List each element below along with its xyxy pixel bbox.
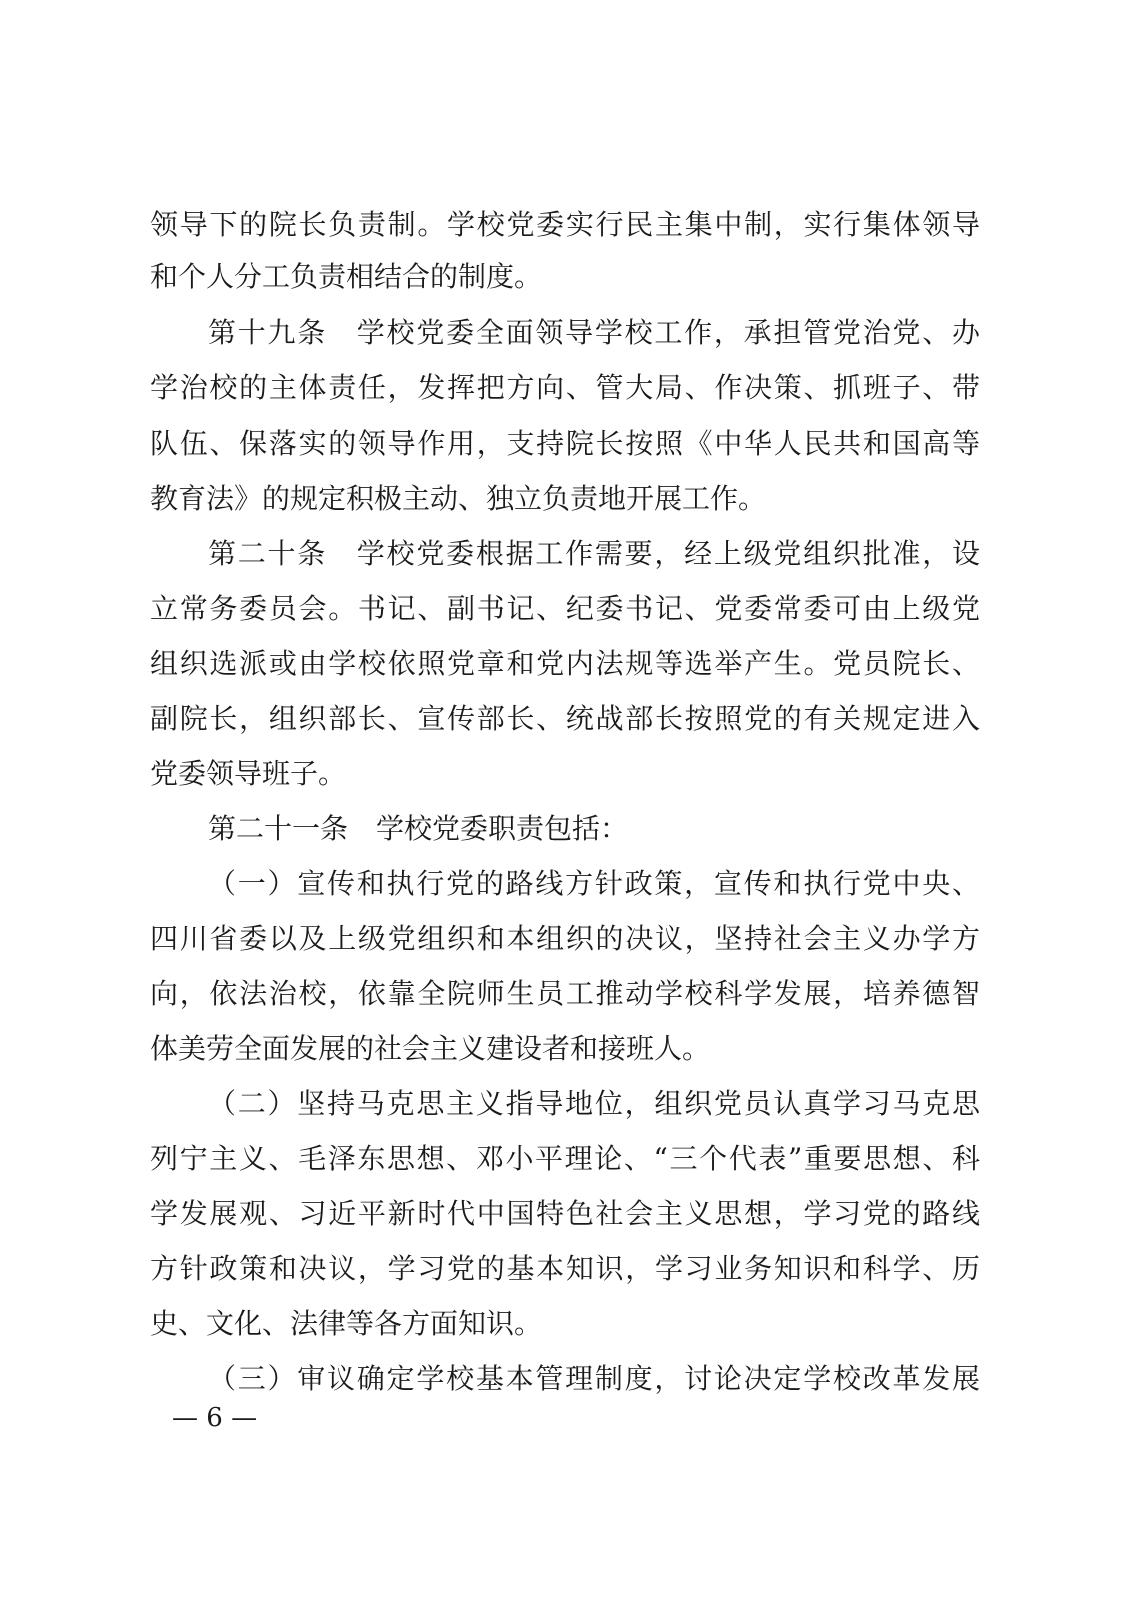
- text-line-20: 方针政策和决议，学习党的基本知识，学习业务知识和科学、历: [150, 1252, 980, 1285]
- text-line-5: 队伍、保落实的领导作用，支持院长按照《中华人民共和国高等: [150, 427, 980, 460]
- text-line-15: 向，依法治校，依靠全院师生员工推动学校科学发展，培养德智: [150, 977, 980, 1010]
- text-line-14: 四川省委以及上级党组织和本组织的决议，坚持社会主义办学方: [150, 922, 980, 955]
- text-line-16: 体美劳全面发展的社会主义建设者和接班人。: [150, 1032, 711, 1065]
- item-2-line: （二）坚持马克思主义指导地位，组织党员认真学习马克思: [208, 1087, 980, 1120]
- text-line-6: 教育法》的规定积极主动、独立负责地开展工作。: [150, 482, 767, 515]
- article-19-heading-line: 第十九条 学校党委全面领导学校工作，承担管党治党、办: [208, 316, 980, 349]
- text-line-1: 领导下的院长负责制。学校党委实行民主集中制，实行集体领导: [150, 208, 980, 241]
- article-21-heading-line: 第二十一条 学校党委职责包括：: [208, 812, 629, 845]
- item-3-line: （三）审议确定学校基本管理制度，讨论决定学校改革发展: [208, 1362, 980, 1395]
- article-20-heading-line: 第二十条 学校党委根据工作需要，经上级党组织批准，设: [208, 537, 980, 570]
- text-line-11: 党委领导班子。: [150, 757, 347, 790]
- text-line-9: 组织选派或由学校依照党章和党内法规等选举产生。党员院长、: [150, 647, 980, 680]
- text-line-19: 学发展观、习近平新时代中国特色社会主义思想，学习党的路线: [150, 1197, 980, 1230]
- page-number: — 6 —: [172, 1403, 258, 1433]
- item-1-line: （一）宣传和执行党的路线方针政策，宣传和执行党中央、: [208, 867, 980, 900]
- text-line-4: 学治校的主体责任，发挥把方向、管大局、作决策、抓班子、带: [150, 371, 980, 404]
- text-line-10: 副院长，组织部长、宣传部长、统战部长按照党的有关规定进入: [150, 702, 980, 735]
- text-line-21: 史、文化、法律等各方面知识。: [150, 1307, 543, 1340]
- text-line-8: 立常务委员会。书记、副书记、纪委书记、党委常委可由上级党: [150, 592, 980, 625]
- text-line-2: 和个人分工负责相结合的制度。: [150, 260, 543, 293]
- text-line-18: 列宁主义、毛泽东思想、邓小平理论、“三个代表”重要思想、科: [150, 1142, 980, 1175]
